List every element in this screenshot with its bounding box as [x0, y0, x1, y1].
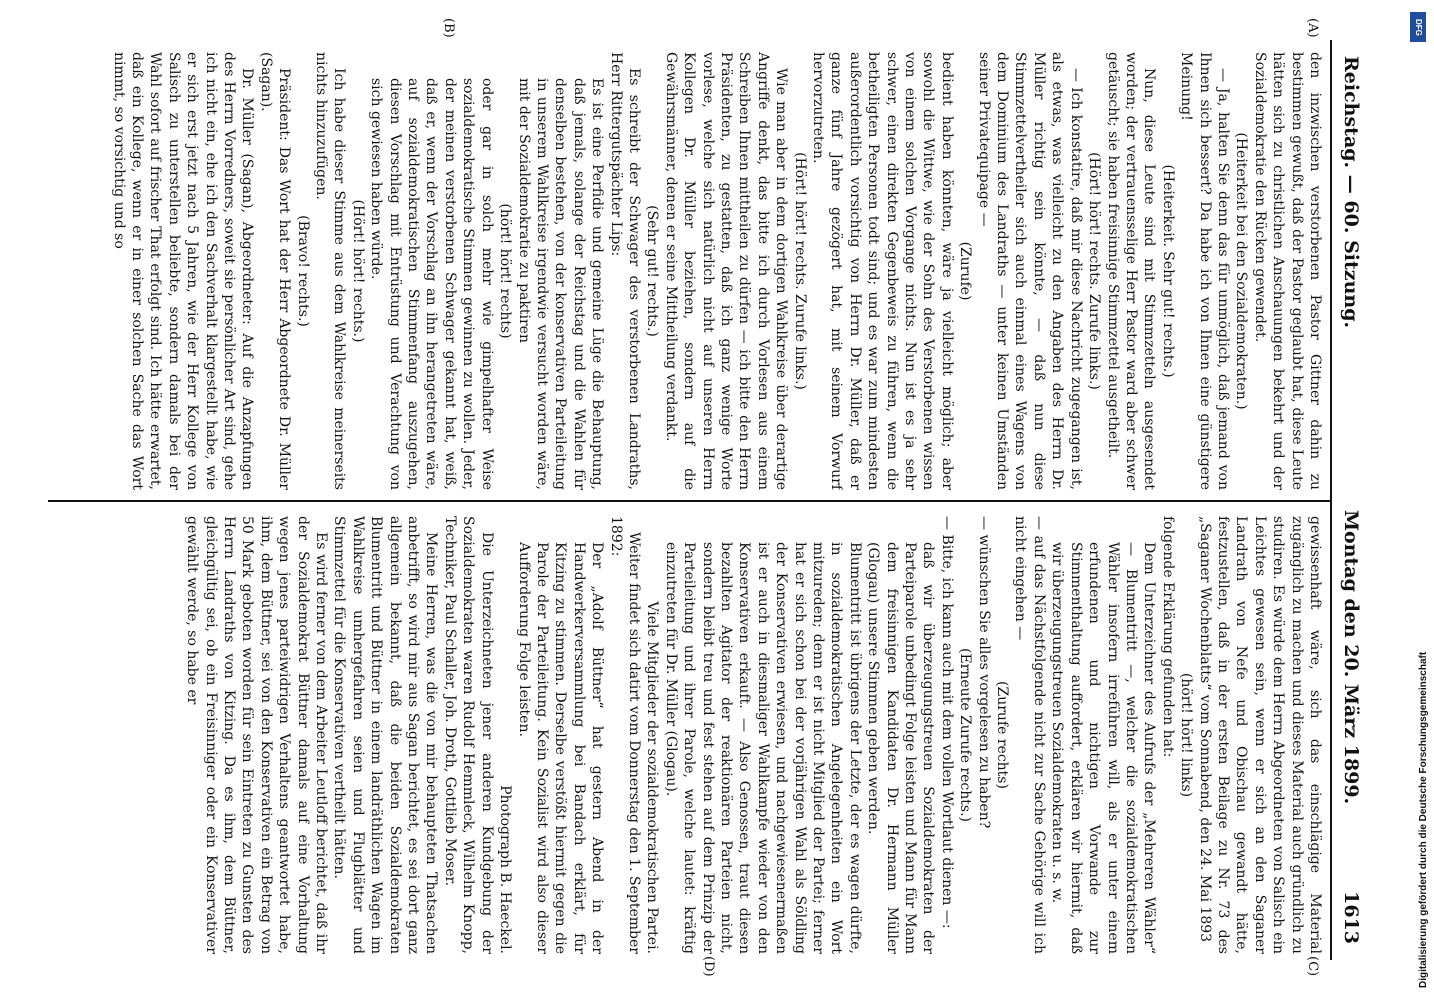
right-column-paragraph: — wünschen Sie alles vorgelesen zu haben?	[975, 516, 992, 829]
right-column-paragraph: Weiter findet sich datirt vom Donnerstag den 1. September 1892:	[607, 516, 642, 954]
left-column-paragraph: Es ist eine Perfidie und gemeine Lüge die Behauptung, daß jemals, solange der Reichstag und die Wahlen für denselben bestehen, von der konservativen Parteileitung in unserem Wahlkreise irgendwie versucht worden wäre, mit der Sozialdemokratie zu paktiren	[515, 78, 606, 490]
right-column-paragraph: Meine Herren, was die von mir behaupteten Thatsachen anbetrifft, so wird mir aus Sagan berichtet, es sei dort ganz allgemein bekannt, daß die beiden Sozialdemokraten Blumentritt und Büttner in einem landräthlichen Wagen im Wahlkreise umhergefahren seien und Flugblätter und Stimmzettel für die Konservativen vertheilt hätten.	[331, 516, 440, 954]
left-column-paragraph: (Zurufe)	[957, 241, 974, 301]
left-column-paragraph: (hört! hört! rechts)	[497, 203, 514, 339]
right-column-paragraph: Viele Mitglieder der sozialdemokratischen Partei.	[644, 601, 661, 954]
page-number: 1613	[1340, 891, 1362, 944]
left-column-paragraph: Wie man aber in dem dortigen Wahlkreise über derartige Angriffe denkt, das bitte ich durch Vorlesen aus einem Schreiben Ihnen mittheilen zu dürfen — ich bitte den Herrn Präsidenten, zu gestatten, daß ich ganz wenige Worte vorlese, welche sich natürlich nicht auf unseren Herrn Kollegen Dr. Müller beziehen, sondern auf die Gewährsmänner, denen er seine Mittheilung verdankt.	[662, 52, 790, 490]
right-column-paragraph: (hört! hört! links)	[1178, 672, 1195, 798]
page-header	[1330, 40, 1366, 960]
header-session-title: Reichstag. — 60. Sitzung.	[1340, 56, 1362, 329]
right-text-column	[50, 516, 1324, 954]
left-column-paragraph: Präsident: Das Wort hat der Herr Abgeordnete Dr. Müller (Sagan).	[257, 52, 293, 490]
left-column-paragraph: — Ich konstatire, daß mir diese Nachricht zugegangen ist, als etwas, was vielleicht zu den Angaben des Herrn Dr. Müller richtig sein könnte, — daß nun diese Stimmzettelvertheiler sich auch einmal eines Wagens von dem Dominium des Landraths — unter keinen Umständen seiner Privatequipage —	[975, 52, 1084, 490]
left-column-paragraph: (Bravo! rechts.)	[294, 215, 311, 327]
right-column-paragraph: Dem Unterzeichner des Aufrufs der „Mehreren Wähler“ — Blumentritt —, welcher die sozialdemokratischen Wähler insofern irreführen will, als er unter einem erfundenen und nichtigen Vorwande zur Stimmenthaltung auffordert, erklären wir hiermit, daß wir überzeugungstreuen Sozialdemokraten u. s. w.	[1049, 542, 1158, 954]
left-column-paragraph: bedient haben könnten, wäre ja vielleicht möglich; aber sowohl die Wittwe, wie der Sohn des Verstorbenen wissen von einem solchen Vorgange nichts. Nun ist es ja sehr schwer, einen direkten Gegenbeweis zu führen, wenn die betheiligten Personen todt sind; und es war zum mindesten außerordentlich vorsichtig von Herrn Dr. Müller, daß er ganze fünf Jahre gezögert hat, mit seinem Vorwurf hervorzutreten.	[810, 52, 955, 490]
margin-marker-d: (D)	[701, 956, 716, 977]
right-column-paragraph: — auf das Nächstfolgende nicht zur Sache Gehörige will ich nicht eingehen —	[1012, 516, 1047, 954]
left-text-column	[50, 52, 1324, 490]
right-column-paragraph: (Erneute Zurufe rechts.)	[957, 648, 974, 822]
right-column-paragraph: Der „Adolf Büttner“ hat gestern Abend in der Handwerkerversammlung bei Bandach erklärt, für Kitzing zu stimmen. Derselbe verstößt hiermit gegen die Parole der Parteileitung. Kein Sozialist wird also dieser Aufforderung Folge leisten.	[515, 542, 606, 954]
left-column-paragraph: (Hört! hört! rechts. Zurufe links.)	[791, 152, 808, 390]
right-column-paragraph: daß wir überzeugungstreuen Sozialdemokraten der Parteiparole unbedingt Folge leisten und Mann für Mann dem freisinnigen Kandidaten Dr. Hermann Müller (Glogau) unsere Stimmen geben werden.	[865, 542, 937, 954]
margin-marker-b: (B)	[441, 18, 456, 38]
margin-marker-c: (C)	[1305, 956, 1320, 977]
right-column-paragraph: folgende Erklärung gefunden hat:	[1159, 516, 1176, 758]
left-column-paragraph: Nun, diese Leute sind mit Stimmzetteln ausgesendet worden; der vertrauensselige Herr Pastor ward aber schwer getäuscht; sie haben freisinnige Stimmzettel ausgetheilt.	[1104, 52, 1158, 490]
right-column-paragraph: (Zurufe rechts)	[994, 681, 1011, 789]
left-column-paragraph: Dr. Müller (Sagan), Abgeordneter: Auf die Anzapfungen des Herrn Vorredners, soweit sie persönlicher Art sind, gehe ich nicht ein, ehe ich den Sachverhalt klargestellt habe, wie er sich erst jetzt nach 5 Jahren, wie der Herr Kollege von Salisch zu unterstellen beliebte, sondern damals bei der Wahl sofort auf frischer That erfolgt sind. Ich hätte erwartet, daß ein Kollege, wenn er in einer solchen Sache das Wort nimmt, so vorsichtig und so	[110, 52, 256, 490]
right-column-paragraph: Blumentritt ist übrigens der Letzte, der es wagen dürfte, in sozialdemokratischen Angelegenheiten ein Wort mitzureden; denn er ist nicht Mitglied der Partei; ferner hat er sich schon bei der vorjährigen Wahl als Söldling der Konservativen erwiesen, und nachgewiesenermaßen ist er auch in diesmaliger Wahlkampfe wieder von den Konservativen erkauft. — Also Genossen, traut diesen bezahlten Agitator der reaktionären Parteien nicht, sondern bleibt treu und fest stehen auf dem Prinzip der Parteileitung und ihrer Parole, welche lautet: kräftig einzutreten für Dr. Müller (Glogau).	[662, 542, 863, 954]
right-column-paragraph: Es wird ferner von dem Arbeiter Leutloff berichtet, daß ihr der Sozialdemokrat Büttner damals auf eine Vorhaltung wegen jenes parteiwidrigen Verhaltens geantwortet habe, ihm, dem Büttner, sei von den Konservativen ein Betrag von 50 Mark geboten worden für sein Eintreten zu Gunsten des Herrn Landraths von Kitzing. Da es ihm, dem Büttner, gleichgültig sei, ob ein Freisinniger oder ein Konservativer gewählt werde, so habe er	[184, 516, 330, 954]
left-column-paragraph: (Hört! hört! rechts. Zurufe links.)	[1086, 152, 1103, 390]
digitization-credit	[1408, 8, 1428, 992]
left-column-paragraph: (Hört! hört! rechts.)	[349, 199, 366, 343]
right-column-paragraph: — Bitte, ich kann auch mit dem vollen Wortlaut dienen —:	[938, 516, 955, 929]
dfg-logo: DFG	[1410, 12, 1426, 42]
left-column-paragraph: oder gar in solch mehr wie gimpelhafter Weise sozialdemokratische Stimmen gewinnen zu wollen. Jeder, der meinen verstorbenen Schwager gekannt hat, weiß, daß er, wenn der Vorschlag an ihn herangetreten wäre, auf sozialdemokratischen Stimmenfang auszugehen, diesen Vorschlag mit Entrüstung und Verachtung von sich gewiesen haben würde.	[368, 78, 495, 490]
right-column-paragraph: gewissenhaft wäre, sich das einschlägige Material zugänglich zu machen und dieses Material auch gründlich zu studiren. Es würde dem Herrn Abgeordneten von Salisch ein Leichtes gewesen sein, wenn er sich an den Saganer Landrath von Nefe und Obischau gewandt hätte, festzustellen, daß in der ersten Beilage zu Nr. 73 des „Saganer Wochenblatts“ vom Sonnabend, den 24. Mai 1893	[1196, 516, 1323, 954]
left-column-paragraph: (Heiterkeit bei den Sozialdemokraten.)	[1233, 132, 1250, 410]
left-column-paragraph: Ich habe dieser Stimme aus dem Wahlkreise meinerseits nichts hinzuzufügen.	[313, 52, 348, 490]
left-column-paragraph: den inzwischen verstorbenen Pastor Gittner dahin zu bestimmen gewußt, daß der Pastor geglaubt hat, diese Leute hätten sich zu christlichen Anschauungen bekehrt und der Sozialdemokratie den Rücken gewendet.	[1251, 52, 1323, 490]
left-column-paragraph: (Heiterkeit. Sehr gut! rechts.)	[1159, 164, 1176, 378]
digitization-credit-text: Digitalisierung gefördert durch die Deutsche Forschungsgemeinschaft	[1418, 651, 1429, 988]
margin-marker-a: (A)	[1305, 18, 1320, 38]
column-divider	[48, 500, 1330, 502]
right-column-paragraph: Photograph B. Haeckel.	[497, 785, 514, 954]
left-column-paragraph: — Ja, halten Sie denn das für unmöglich, daß jemand von Ihnen sich bessert? Da habe ich von Ihnen eine günstigere Meinung!	[1178, 52, 1231, 490]
left-column-paragraph: Es schreibt der Schwager des verstorbenen Landraths, Herr Rittergutspächter Lips:	[607, 52, 642, 490]
header-date: Montag den 20. März 1899.	[1340, 510, 1362, 805]
left-column-paragraph: (Sehr gut! rechts.)	[644, 205, 661, 337]
right-column-paragraph: Die Unterzeichneten jener anderen Kundgebung der Sozialdemokraten waren Rudolf Hemmleck, Wilhelm Knopp, Techniker, Paul Schaller, Joh. Droth, Gottlieb Moser.	[441, 516, 495, 954]
